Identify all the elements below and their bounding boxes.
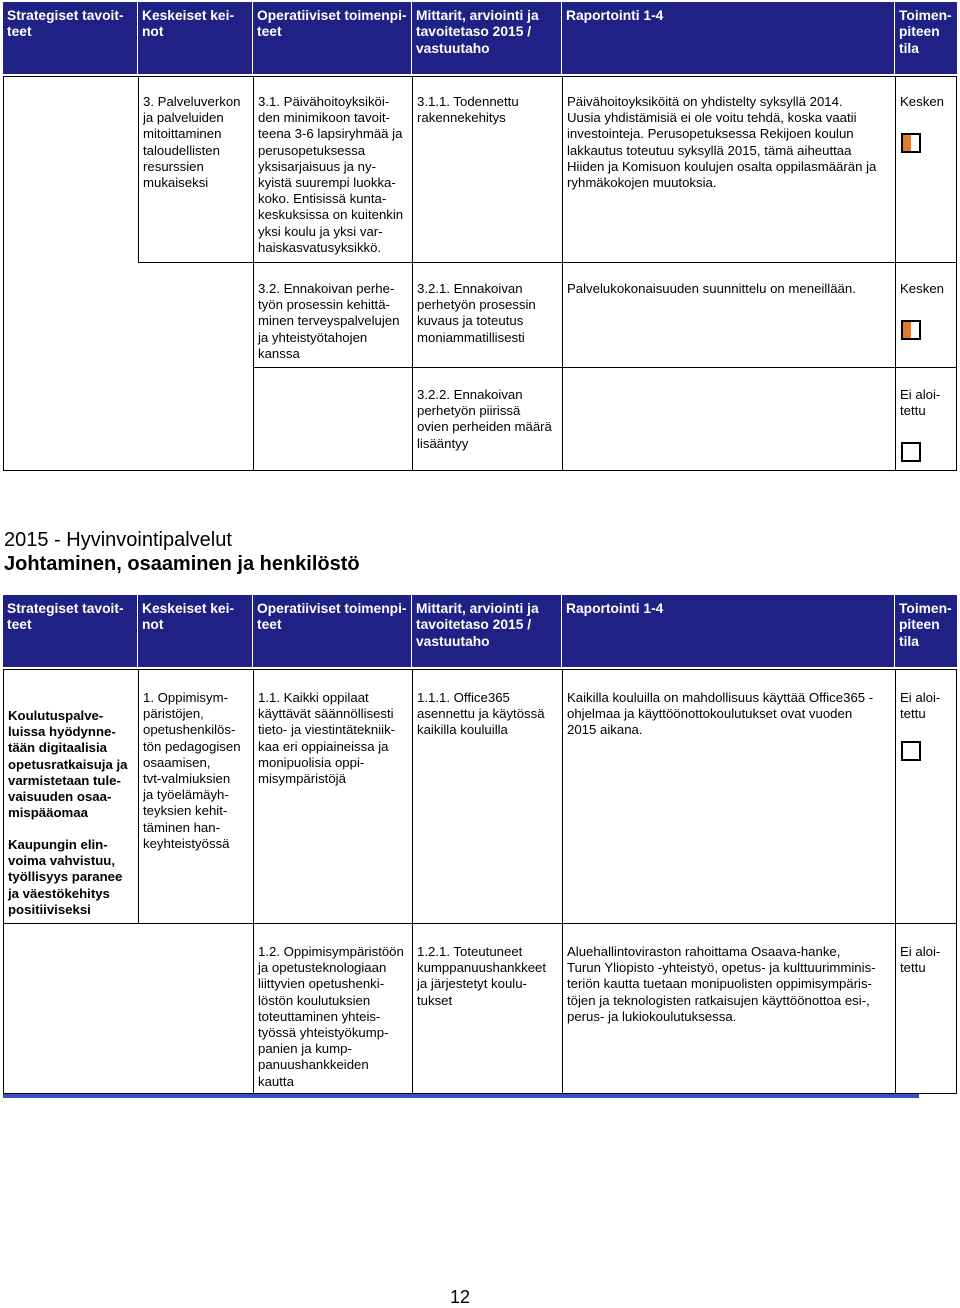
table-header-2: [3, 595, 957, 667]
s1-row1-metric: 3.1.1. Todennettu rakennekehitys: [417, 94, 519, 126]
s1-row2-status: Kesken: [900, 281, 944, 296]
s2-row2-report: Aluehallintoviraston rahoittama Osaava-hanke, Turun Yliopisto -yhteistyö, opetus- ja kulttuurimminis- teriön kautta tuetaan monipuolisten oppimisympäris- töjen ja teknologisten ratkaisujen käyttöönottoa esi-, perus- ja lukiokoulutuksessa.: [567, 944, 876, 1024]
s1-row1-status: Kesken: [900, 94, 944, 109]
header-strategic-goals: Strategiset tavoit- teet: [3, 595, 138, 667]
s1-row1-action: 3.1. Päivähoitoyksiköi- den minimikoon tavoit- teena 3-6 lapsiryhmää ja perusopetuksessa yksisarjaisuus ja ny- kyistä suurempi luokka- koko. Entisissä kunta- keskuksissa on kuitenkin yksi koulu ja yksi var- haiskasvatusyksikkö.: [258, 94, 404, 255]
s2-goal-digital: Koulutuspalve- luissa hyödynne- tään digitaalisia opetusratkaisuja ja varmistetaan tule- vaisuuden osaa- mispääomaa: [8, 708, 128, 821]
header-status: Toimen- piteen tila: [899, 8, 952, 56]
header-status: Toimen- piteen tila: [899, 601, 952, 649]
s2-row2-metric: 1.2.1. Toteutuneet kumppanuushankkeet ja järjestetyt koulu- tukset: [417, 944, 547, 1008]
s2-row2-action: 1.2. Oppimisympäristöön ja opetusteknologiaan liittyvien opetushenki- löstön koulutuksien toteuttaminen yhteis- työssä yhteistyökump- panien ja kump- panuushankkeiden kautta: [258, 944, 404, 1089]
header-strategic-goals: Strategiset tavoit- teet: [3, 2, 138, 74]
header-reporting: Raportointi 1-4: [562, 595, 895, 667]
status-empty-icon: [901, 442, 921, 462]
s2-row1-report: Kaikilla kouluilla on mahdollisuus käyttää Office365 - ohjelmaa ja käyttöönottokoulutukset ovat vuoden 2015 aikana.: [567, 690, 874, 738]
header-reporting: Raportointi 1-4: [562, 2, 895, 74]
status-empty-icon: [901, 741, 921, 761]
s1-row2-action: 3.2. Ennakoivan perhe- työn prosessin kehittä- minen terveyspalvelujen ja yhteistyötahojen kanssa: [258, 281, 400, 361]
s1-row2-metric: 3.2.1. Ennakoivan perhetyön prosessin kuvaus ja toteutus moniammatillisesti: [417, 281, 536, 345]
s1-row3-status: Ei aloi- tettu: [900, 387, 941, 419]
s1-row1-report: Päivähoitoyksiköitä on yhdistelty syksyllä 2014. Uusia yhdistämisiä ei ole voitu tehdä, koska vaatii investointeja. Perusopetuksessa Rekijoen koulun lakkautus toteutuu syksyllä 2015, tämä aiheuttaa Hiiden ja Komisuon koulujen osalta oppilasmäärän ja ryhmäkokojen muutoksia.: [567, 94, 877, 191]
header-key-means: Keskeiset kei- not: [138, 595, 253, 667]
s2-row1-action: 1.1. Kaikki oppilaat käyttävät säännöllisesti tieto- ja viestintätekniik- kaa eri oppiaineissa ja monipuolisia oppi- misympäristöjä: [258, 690, 396, 787]
table-header-1: [3, 2, 957, 74]
s2-row1-status: Ei aloi- tettu: [900, 690, 941, 722]
footer-rule: [3, 1094, 919, 1098]
header-operative-actions: Operatiiviset toimenpi- teet: [253, 2, 412, 74]
s2-row1-key: 1. Oppimisym- päristöjen, opetushenkilös- tön pedagogisen osaamisen, tvt-valmiuksien ja työelämäyh- teyksien kehit- täminen han- keyhteistyössä: [143, 690, 241, 851]
s2-row2-status: Ei aloi- tettu: [900, 944, 941, 976]
s2-goal-vitality: Kaupungin elin- voima vahvistuu, työllisyys paranee ja väestökehitys positiiviseksi: [8, 837, 123, 917]
s1-row1-key: 3. Palveluverkon ja palveluiden mitoittaminen taloudellisten resurssien mukaiseksi: [143, 94, 241, 191]
header-key-means: Keskeiset kei- not: [138, 2, 253, 74]
header-metrics: Mittarit, arviointi ja tavoitetaso 2015 / vastuutaho: [412, 2, 562, 74]
section-subtitle: Johtaminen, osaaminen ja henkilöstö: [4, 553, 360, 575]
status-half-icon: [901, 320, 921, 340]
s1-row2-report: Palvelukokonaisuuden suunnittelu on meneillään.: [567, 281, 856, 296]
status-half-icon: [901, 133, 921, 153]
section-title: 2015 - Hyvinvointipalvelut: [4, 529, 232, 551]
s1-row3-metric: 3.2.2. Ennakoivan perhetyön piirissä ovien perheiden määrä lisääntyy: [417, 387, 552, 451]
header-metrics: Mittarit, arviointi ja tavoitetaso 2015 / vastuutaho: [412, 595, 562, 667]
s2-row1-metric: 1.1.1. Office365 asennettu ja käytössä kaikilla kouluilla: [417, 690, 545, 738]
header-operative-actions: Operatiiviset toimenpi- teet: [253, 595, 412, 667]
page-number: 12: [450, 1287, 471, 1307]
